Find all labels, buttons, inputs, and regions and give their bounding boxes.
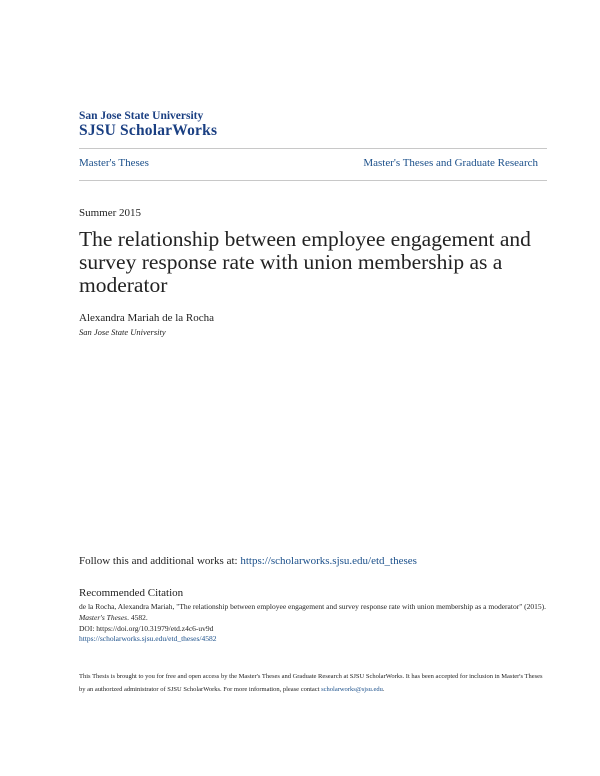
repository-name: SJSU ScholarWorks xyxy=(79,122,218,139)
citation-text: de la Rocha, Alexandra Mariah, "The relationship between employee engagement and survey response rate with union membership as a moderator" (2015). xyxy=(79,602,547,611)
author-name: Alexandra Mariah de la Rocha xyxy=(79,312,214,324)
citation-number: . 4582. xyxy=(127,612,148,622)
follow-line xyxy=(79,555,417,567)
citation-heading: Recommended Citation xyxy=(79,587,184,599)
citation-url-link[interactable]: https://scholarworks.sjsu.edu/etd_theses/4582 xyxy=(79,634,217,644)
paper-title: The relationship between employee engagement and survey response rate with union membership as a moderator xyxy=(79,227,531,297)
header-divider-bottom xyxy=(79,180,547,181)
notice-text: This Thesis is brought to you for free and open access by the Master's Theses and Graduate Research at SJSU ScholarWorks. It has been accepted for inclusion in Master's Theses by an authorized administrator of SJSU ScholarWorks. For more information, please contact xyxy=(79,673,543,693)
author-affiliation: San Jose State University xyxy=(79,327,166,337)
publication-date: Summer 2015 xyxy=(79,207,142,219)
citation-doi: DOI: https://doi.org/10.31979/etd.z4c6-uv9d xyxy=(79,623,214,633)
access-notice xyxy=(79,670,549,696)
masters-theses-link[interactable]: Master's Theses xyxy=(79,157,149,169)
contact-email-link[interactable]: scholarworks@sjsu.edu xyxy=(321,686,383,693)
university-name: San Jose State University xyxy=(79,110,204,122)
citation-journal: Master's Theses xyxy=(79,612,128,622)
citation-block xyxy=(79,602,549,645)
graduate-research-link[interactable]: Master's Theses and Graduate Research xyxy=(363,157,538,169)
follow-label: Follow this and additional works at: xyxy=(79,555,238,567)
follow-link[interactable]: https://scholarworks.sjsu.edu/etd_theses xyxy=(240,555,417,567)
header-divider-top xyxy=(79,148,547,149)
notice-end: . xyxy=(382,686,385,693)
